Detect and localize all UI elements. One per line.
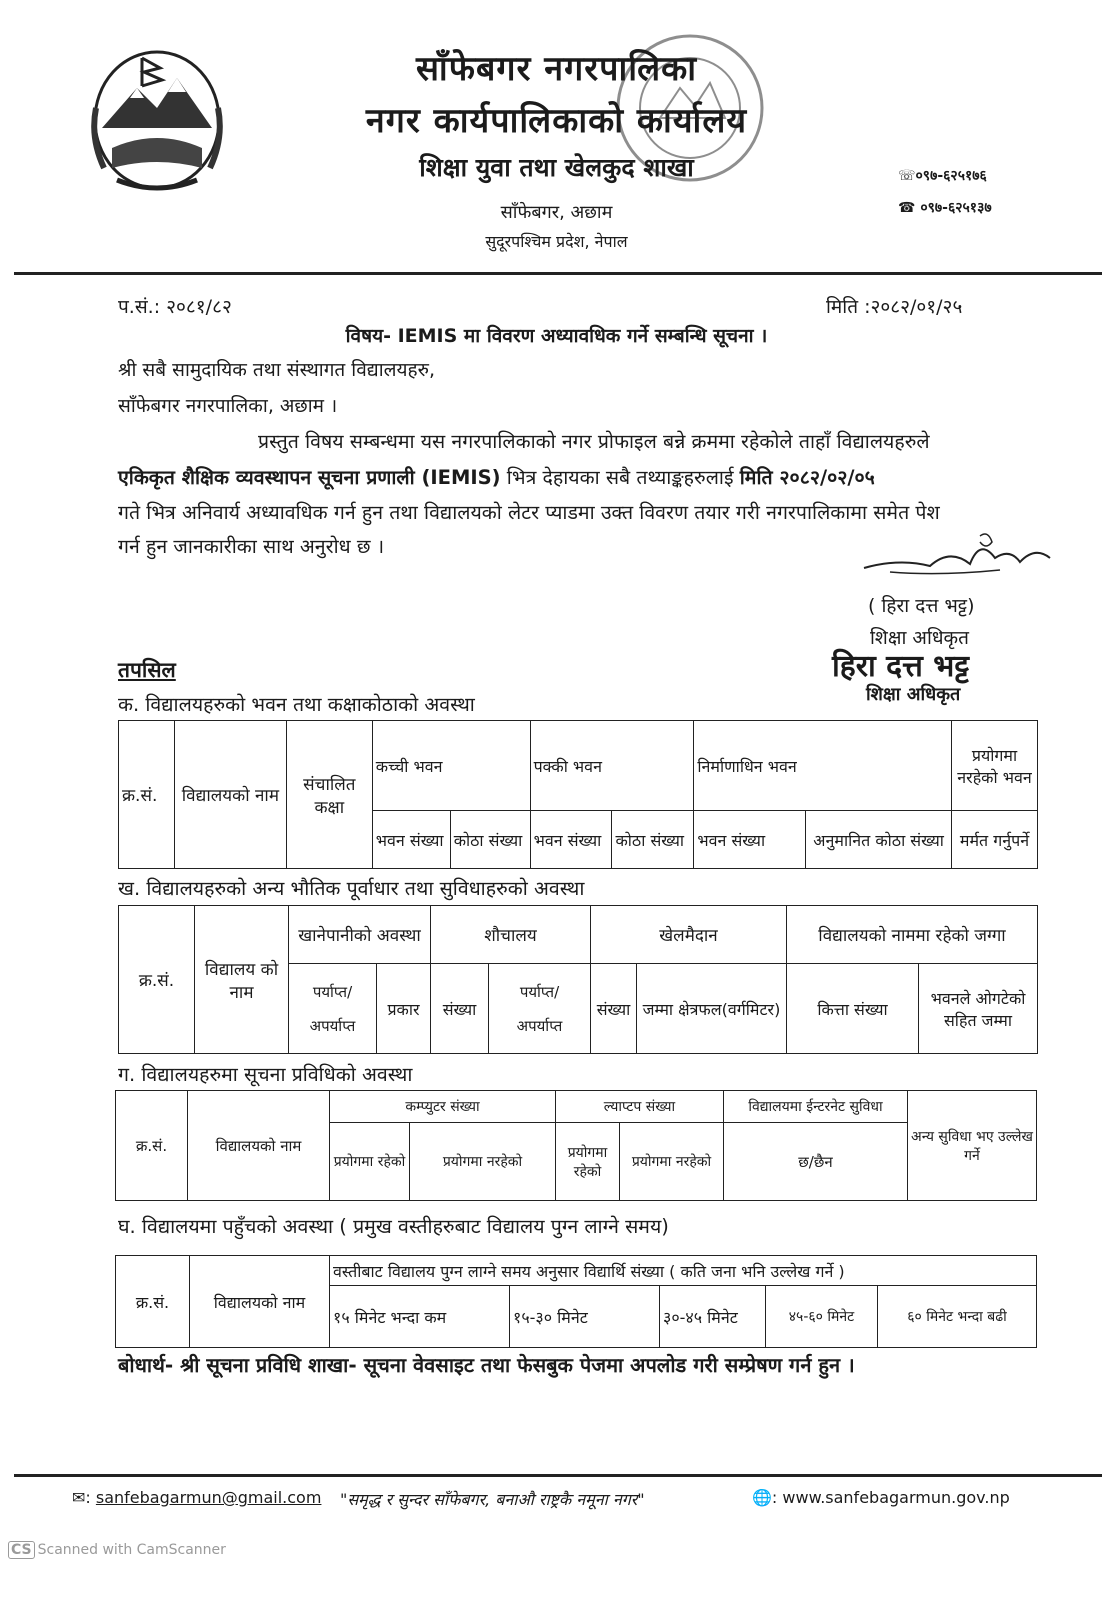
footer-email [72,1488,321,1507]
reference-number: प.सं.: २०८१/८२ [118,296,232,318]
footer-slogan: "समृद्ध र सुन्दर साँफेबगर, बनाऔ राष्ट्रकै नमूना नगर" [340,1490,645,1509]
header-ground-area: जम्मा क्षेत्रफल(वर्गमिटर) [637,964,787,1054]
adequate-label: पर्याप्त/ [312,982,353,1001]
header-sn: क्र.सं. [119,906,195,1054]
header-unused-building: प्रयोगमा नरहेको भवन [952,721,1038,811]
header-playground: खेलमैदान [591,906,787,964]
section-c-title: ग. विद्यालयहरुमा सूचना प्रविधिको अवस्था [118,1063,413,1086]
header-sn: क्र.सं. [116,1091,188,1201]
header-under-construction: निर्माणाधिन भवन [694,721,952,811]
header-laptop-in-use: प्रयोगमा रहेको [556,1123,620,1201]
body-paragraph-line-3: गते भित्र अनिवार्य अध्यावधिक गर्न हुन तथा विद्यालयको लेटर प्याडमा उक्त विवरण तयार गरी नगरपालिकामा समेत पेश [118,501,940,524]
footer-website[interactable]: 🌐: www.sanfebagarmun.gov.np [752,1488,1010,1507]
header-toilet: शौचालय [431,906,591,964]
infrastructure-table [118,905,1038,1054]
section-a-title: क. विद्यालयहरुको भवन तथा कक्षाकोठाको अवस्था [118,693,475,716]
phone-number-1: ☏०९७-६२५१७६ [898,168,987,184]
address-line-1: साँफेबगर, अछाम [500,202,613,223]
deadline-date: मिति २०८२/०२/०५ [739,466,875,489]
header-room-count: कोठा संख्या [612,811,694,869]
header-internet: विद्यालयमा ईन्टरनेट सुविधा [724,1091,908,1123]
header-building-count: भवन संख्या [530,811,612,869]
header-kitta-count: कित्ता संख्या [787,964,919,1054]
mail-icon: ✉: [72,1488,96,1507]
addressee-line-1: श्री सबै सामुदायिक तथा संस्थागत विद्यालयहरु, [118,359,436,381]
header-other-facility: अन्य सुविधा भए उल्लेख गर्ने [908,1091,1037,1201]
cc-note: बोधार्थ- श्री सूचना प्रविधि शाखा- सूचना वेवसाइट तथा फेसबुक पेजमा अपलोड गरी सम्प्रेषण गर्न हुन । [118,1353,855,1377]
header-toilet-count: संख्या [431,964,489,1054]
phone-number-2: ☎ ०९७-६२५१३७ [898,200,992,216]
header-15-30: १५-३० मिनेट [510,1286,660,1348]
header-building-count: भवन संख्या [372,811,450,869]
annex-title: तपसिल [118,658,176,682]
header-toilet-adequacy [489,964,591,1054]
header-laptop-count: ल्याप्टप संख्या [556,1091,724,1123]
header-water-adequacy [289,964,377,1054]
header-building-count: भवन संख्या [694,811,806,869]
header-computer-count: कम्प्युटर संख्या [330,1091,556,1123]
header-repair-needed: मर्मत गर्नुपर्ने [952,811,1038,869]
header-school-name: विद्यालय को नाम [195,906,289,1054]
seal-title: शिक्षा अधिकृत [866,684,961,705]
inadequate-label: अपर्याप्त [309,1016,356,1035]
header-estimated-rooms: अनुमानित कोठा संख्या [806,811,952,869]
section-d-title: घ. विद्यालयमा पहुँचको अवस्था ( प्रमुख वस्तीहरुबाट विद्यालय पुग्न लाग्ने समय) [118,1215,669,1238]
header-30-45: ३०-४५ मिनेट [660,1286,766,1348]
municipality-name: साँफेबगर नगरपालिका [415,49,698,89]
header-water: खानेपानीको अवस्था [289,906,431,964]
section-name: शिक्षा युवा तथा खेलकुद शाखा [419,153,694,182]
camscanner-badge: CS [8,1541,35,1559]
header-sn: क्र.सं. [119,721,175,869]
seal-name: हिरा दत्त भट्ट [832,649,970,684]
header-school-name: विद्यालयको नाम [190,1256,330,1348]
building-status-table [118,720,1038,869]
letter-subject: विषय- IEMIS मा विवरण अध्यावधिक गर्ने सम्बन्धि सूचना । [345,325,768,347]
body-paragraph-line-2 [118,463,1048,490]
header-kachhi-building: कच्ची भवन [372,721,530,811]
email-link[interactable]: sanfebagarmun@gmail.com [95,1488,322,1507]
office-name: नगर कार्यपालिकाको कार्यालय [365,101,748,141]
letter-date: मिति :२०८२/०१/२५ [826,296,963,318]
header-total-land: भवनले ओगटेको सहित जम्मा [919,964,1038,1054]
header-travel-time: वस्तीबाट विद्यालय पुग्न लाग्ने समय अनुसार विद्यार्थि संख्या ( कति जना भनि उल्लेख गर्ने ) [330,1256,1037,1286]
adequate-label: पर्याप्त/ [519,982,560,1001]
signatory-name: ( हिरा दत्त भट्ट) [868,595,975,617]
header-over-60: ६० मिनेट भन्दा बढी [878,1286,1037,1348]
section-b-title: ख. विद्यालयहरुको अन्य भौतिक पूर्वाधार तथा सुविधाहरुको अवस्था [118,877,585,900]
scanner-watermark [8,1541,226,1559]
header-school-name: विद्यालयको नाम [174,721,286,869]
ict-status-table [115,1090,1037,1201]
system-name: एकिकृत शैक्षिक व्यवस्थापन सूचना प्रणाली (IEMIS) [118,466,501,489]
header-water-type: प्रकार [377,964,431,1054]
addressee-line-2: साँफेबगर नगरपालिका, अछाम । [118,395,338,417]
body-paragraph-line-1: प्रस्तुत विषय सम्बन्धमा यस नगरपालिकाको नगर प्रोफाइल बन्ने क्रममा रहेकोले ताहाँ विद्यालयहरुले [258,430,930,453]
header-ground-count: संख्या [591,964,637,1054]
access-status-table [115,1255,1037,1348]
scanner-text: Scanned with CamScanner [37,1542,226,1558]
header-computer-in-use: प्रयोगमा रहेको [330,1123,410,1201]
handwritten-signature [860,528,1060,590]
header-room-count: कोठा संख्या [450,811,530,869]
header-under-15: १५ मिनेट भन्दा कम [330,1286,510,1348]
inadequate-label: अपर्याप्त [516,1016,563,1035]
header-computer-not-in-use: प्रयोगमा नरहेको [410,1123,556,1201]
header-grades: संचालित कक्षा [286,721,372,869]
header-divider [14,272,1102,275]
header-school-land: विद्यालयको नाममा रहेको जग्गा [787,906,1038,964]
header-sn: क्र.सं. [116,1256,190,1348]
address-line-2: सुदूरपश्चिम प्रदेश, नेपाल [485,232,628,251]
header-school-name: विद्यालयको नाम [188,1091,330,1201]
header-45-60: ४५-६० मिनेट [766,1286,878,1348]
body-paragraph-line-4: गर्न हुन जानकारीका साथ अनुरोध छ । [118,535,385,558]
header-pakki-building: पक्की भवन [530,721,694,811]
body-text: भित्र देहायका सबै तथ्याङ्कहरुलाई [500,466,740,489]
header-laptop-not-in-use: प्रयोगमा नरहेको [620,1123,724,1201]
signatory-title: शिक्षा अधिकृत [870,627,969,649]
header-yes-no: छ/छैन [724,1123,908,1201]
footer-divider [14,1474,1102,1477]
